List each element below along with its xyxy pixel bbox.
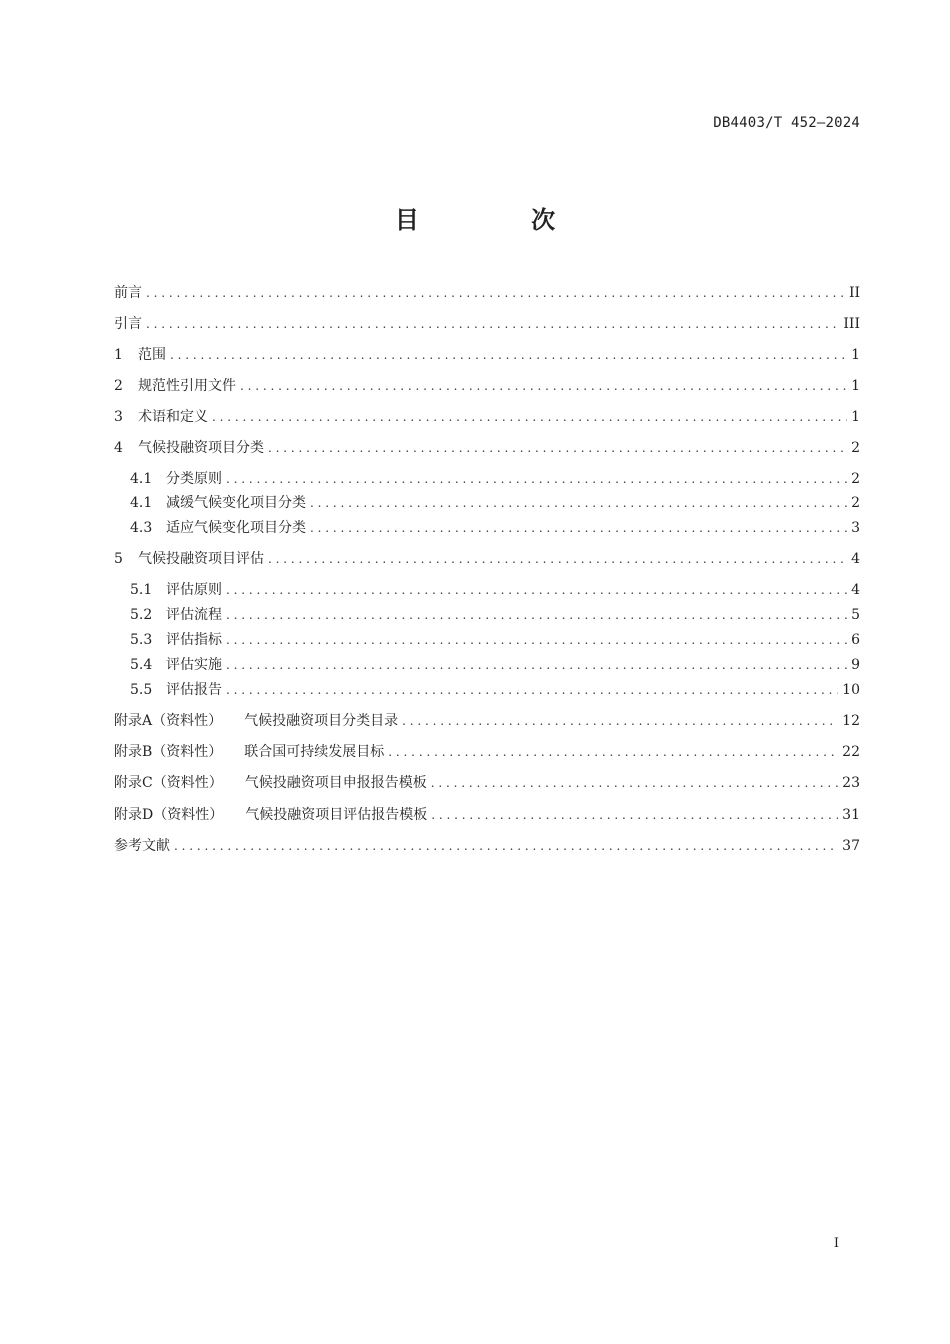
toc-entry-number: 2 (114, 378, 123, 394)
toc-entry-label: 气候投融资项目评估 (138, 551, 264, 567)
dot-leader (268, 549, 847, 569)
toc-entry-page: 22 (842, 744, 860, 760)
toc-entry-5-2[interactable] (130, 605, 860, 625)
toc-entry-appendix-c[interactable] (114, 773, 860, 793)
toc-entry-label: 评估指标 (166, 632, 222, 648)
table-of-contents (114, 0, 860, 1344)
toc-entry-references[interactable] (114, 836, 860, 856)
toc-entry-number: 4 (114, 440, 123, 456)
toc-entry-label: 规范性引用文件 (138, 378, 236, 394)
toc-entry-number: 附录C（资料性） (114, 775, 223, 791)
dot-leader (388, 742, 838, 762)
dot-leader (226, 580, 847, 600)
toc-entry-page: II (848, 285, 860, 301)
toc-entry-label: 气候投融资项目分类 (138, 440, 264, 456)
dot-leader (146, 283, 845, 303)
toc-entry-page: 1 (851, 409, 860, 425)
document-code: DB4403/T 452—2024 (713, 115, 860, 131)
toc-entry-number: 附录B（资料性） (114, 744, 223, 760)
toc-entry-introduction[interactable] (114, 314, 860, 334)
toc-entry-5-5[interactable] (130, 680, 860, 700)
toc-entry-page: 9 (851, 657, 860, 673)
toc-entry-page: 3 (851, 520, 860, 536)
toc-entry-label: 分类原则 (166, 471, 222, 487)
toc-entry-label: 联合国可持续发展目标 (244, 744, 385, 760)
dot-leader (431, 805, 838, 825)
toc-entry-page: 31 (842, 807, 860, 823)
dot-leader (170, 345, 847, 365)
toc-entry-appendix-d[interactable] (114, 805, 860, 825)
toc-entry-label: 评估报告 (166, 682, 222, 698)
toc-entry-page: 1 (851, 347, 860, 363)
dot-leader (240, 376, 847, 396)
toc-entry-label: 评估实施 (166, 657, 222, 673)
toc-entry-label: 范围 (138, 347, 166, 363)
toc-entry-5-1[interactable] (130, 580, 860, 600)
toc-entry-number: 5.2 (130, 607, 153, 623)
toc-entry-label: 评估原则 (166, 582, 222, 598)
footer-page-number: I (833, 1236, 839, 1251)
toc-entry-page: 4 (851, 551, 860, 567)
toc-entry-label: 适应气候变化项目分类 (166, 520, 306, 536)
toc-entry-label: 引言 (114, 316, 142, 332)
dot-leader (174, 836, 838, 856)
toc-entry-5-4[interactable] (130, 655, 860, 675)
dot-leader (402, 711, 838, 731)
toc-entry-5-3[interactable] (130, 630, 860, 650)
toc-entry-label: 气候投融资项目申报报告模板 (244, 775, 427, 791)
toc-entry-number: 5 (114, 551, 123, 567)
toc-entry-number: 5.1 (130, 582, 153, 598)
toc-entry-4-3[interactable] (130, 518, 860, 538)
dot-leader (226, 605, 847, 625)
toc-title: 目 次 (394, 206, 608, 234)
toc-entry-number: 4.1 (130, 495, 153, 511)
toc-entry-label: 参考文献 (114, 838, 170, 854)
toc-entry-page: 10 (842, 682, 860, 698)
dot-leader (226, 680, 838, 700)
dot-leader (310, 493, 847, 513)
toc-entry-number: 附录A（资料性） (114, 713, 223, 729)
toc-entry-page: III (843, 316, 860, 332)
toc-entry-page: 12 (842, 713, 860, 729)
toc-entry-label: 减缓气候变化项目分类 (166, 495, 306, 511)
toc-entry-appendix-a[interactable] (114, 711, 860, 731)
dot-leader (310, 518, 847, 538)
dot-leader (212, 407, 847, 427)
toc-entry-number: 3 (114, 409, 123, 425)
toc-entry-label: 术语和定义 (138, 409, 208, 425)
toc-entry-number: 附录D（资料性） (114, 807, 224, 823)
dot-leader (431, 773, 838, 793)
toc-entry-4[interactable] (114, 438, 860, 458)
toc-entry-2[interactable] (114, 376, 860, 396)
toc-entry-4-2[interactable] (130, 493, 860, 513)
dot-leader (226, 655, 847, 675)
toc-entry-page: 37 (842, 838, 860, 854)
toc-entry-page: 2 (851, 471, 860, 487)
toc-entry-number: 1 (114, 347, 123, 363)
toc-entry-foreword[interactable] (114, 283, 860, 303)
toc-entry-4-1[interactable] (130, 469, 860, 489)
toc-entry-label: 气候投融资项目评估报告模板 (245, 807, 428, 823)
toc-entry-label: 前言 (114, 285, 142, 301)
toc-entry-page: 2 (851, 495, 860, 511)
toc-entry-appendix-b[interactable] (114, 742, 860, 762)
toc-entry-label: 气候投融资项目分类目录 (244, 713, 399, 729)
dot-leader (226, 630, 847, 650)
toc-entry-3[interactable] (114, 407, 860, 427)
toc-entry-number: 5.5 (130, 682, 153, 698)
toc-entry-page: 4 (851, 582, 860, 598)
toc-entry-number: 4.1 (130, 471, 153, 487)
toc-entry-page: 2 (851, 440, 860, 456)
toc-entry-page: 6 (851, 632, 860, 648)
toc-entry-1[interactable] (114, 345, 860, 365)
dot-leader (146, 314, 839, 334)
dot-leader (226, 469, 847, 489)
toc-entry-page: 23 (842, 775, 860, 791)
toc-entry-number: 5.3 (130, 632, 153, 648)
dot-leader (268, 438, 847, 458)
toc-entry-number: 5.4 (130, 657, 153, 673)
toc-entry-label: 评估流程 (166, 607, 222, 623)
toc-entry-number: 4.3 (130, 520, 153, 536)
toc-entry-5[interactable] (114, 549, 860, 569)
toc-entry-page: 5 (851, 607, 860, 623)
toc-entry-page: 1 (851, 378, 860, 394)
